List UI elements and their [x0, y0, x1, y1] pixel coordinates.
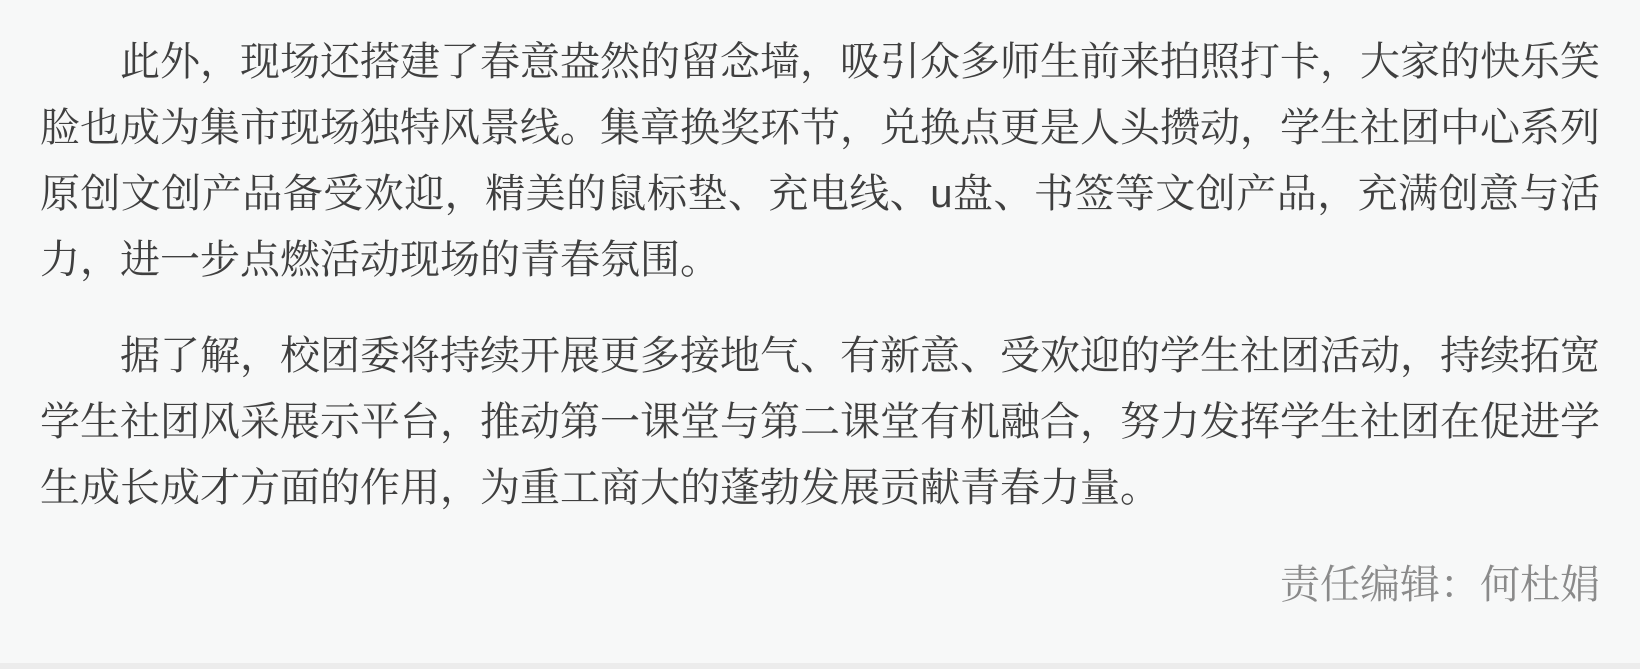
footer-divider [0, 663, 1640, 669]
paragraph-1: 此外，现场还搭建了春意盎然的留念墙，吸引众多师生前来拍照打卡，大家的快乐笑脸也成为集市现场独特风景线。集章换奖环节，兑换点更是人头攒动，学生社团中心系列原创文创产品备受欢迎，精美的鼠标垫、充电线、u盘、书签等文创产品，充满创意与活力，进一步点燃活动现场的青春氛围。 [40, 40, 1600, 282]
editor-credit: 责任编辑：何杜娟 [1280, 563, 1600, 607]
paragraph-2: 据了解，校团委将持续开展更多接地气、有新意、受欢迎的学生社团活动，持续拓宽学生社团风采展示平台，推动第一课堂与第二课堂有机融合，努力发挥学生社团在促进学生成长成才方面的作用，为重工商大的蓬勃发展贡献青春力量。 [40, 334, 1600, 510]
